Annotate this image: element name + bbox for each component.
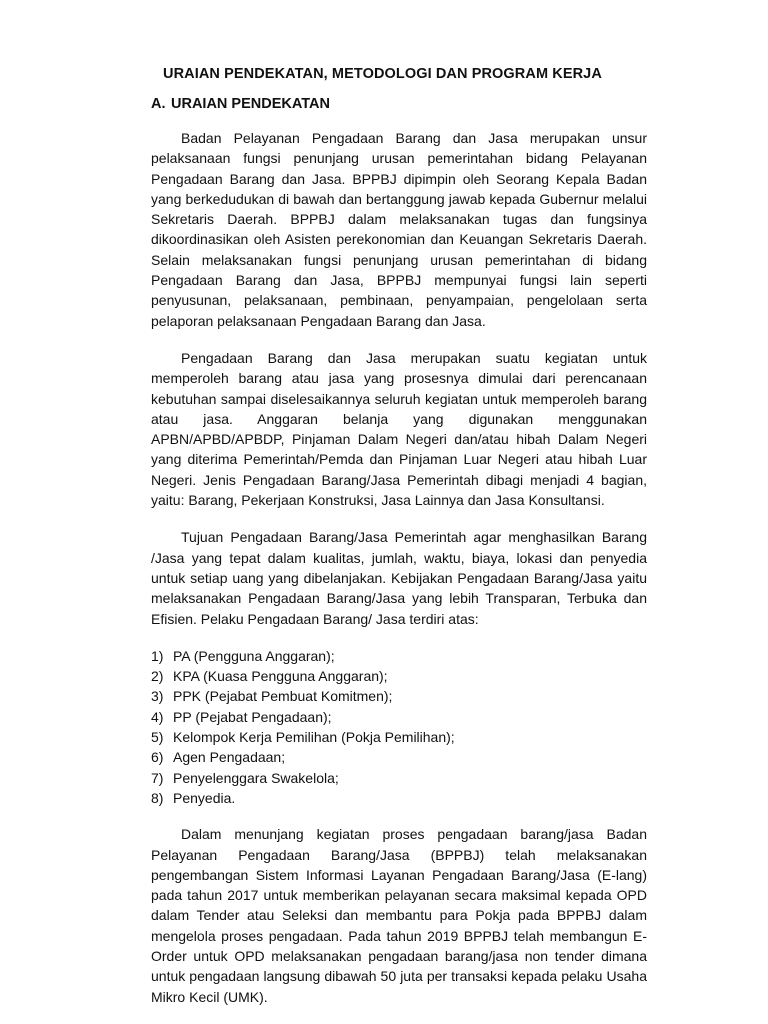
list-item — [151, 747, 647, 767]
list-item-number: 2) — [151, 668, 164, 685]
list-item-text: Kelompok Kerja Pemilihan (Pokja Pemilihan); — [173, 729, 455, 746]
list-item — [151, 788, 647, 808]
list-item — [151, 646, 647, 666]
list-item — [151, 768, 647, 788]
list-item-text: KPA (Kuasa Pengguna Anggaran); — [173, 668, 388, 685]
list-item-number: 4) — [151, 708, 164, 725]
list-item-number: 7) — [151, 769, 164, 786]
list-item-number: 8) — [151, 789, 164, 806]
list-item-text: Penyedia. — [173, 789, 236, 806]
list-item-number: 6) — [151, 749, 164, 766]
list-item — [151, 666, 647, 686]
list-item-text: PA (Pengguna Anggaran); — [173, 647, 335, 664]
list-item-number: 5) — [151, 729, 164, 746]
list-item-text: PPK (Pejabat Pembuat Komitmen); — [173, 688, 393, 705]
paragraph-2: Pengadaan Barang dan Jasa merupakan suatu kegiatan untuk memperoleh barang atau jasa yang prosesnya dimulai dari perencanaan kebutuhan sampai diselesaikannya seluruh kegiatan untuk memperoleh barang atau jasa. Anggaran belanja yang digunakan menggunakan APBN/APBD/APBDP, Pinjaman Dalam Negeri dan/atau hibah Dalam Negeri yang diterima Pemerintah/Pemda dan Pinjaman Luar Negeri atau hibah Luar Negeri. Jenis Pengadaan Barang/Jasa Pemerintah dibagi menjadi 4 bagian, yaitu: Barang, Pekerjaan Konstruksi, Jasa Lainnya dan Jasa Konsultansi. — [151, 349, 647, 509]
paragraph-4: Dalam menunjang kegiatan proses pengadaan barang/jasa Badan Pelayanan Pengadaan Barang/Jasa (BPPBJ) telah melaksanakan pengembangan Sistem Informasi Layanan Pengadaan Barang/Jasa (E-lang) pada tahun 2017 untuk memberikan pelayanan secara maksimal kepada OPD dalam Tender atau Seleksi dan membantu para Pokja pada BPPBJ dalam mengelola proses pengadaan. Pada tahun 2019 BPPBJ telah membangun E-Order untuk OPD melaksanakan pengadaan barang/jasa non tender dimana untuk pengadaan langsung dibawah 50 juta per transaksi kepada pelaku Usaha Mikro Kecil (UMK). — [151, 826, 647, 1005]
list-item-number: 1) — [151, 647, 164, 664]
paragraph-1: Badan Pelayanan Pengadaan Barang dan Jasa merupakan unsur pelaksanaan fungsi penunjang urusan pemerintahan bidang Pelayanan Pengadaan Barang dan Jasa. BPPBJ dipimpin oleh Seorang Kepala Badan yang berkedudukan di bawah dan bertanggung jawab kepada Gubernur melalui Sekretaris Daerah. BPPBJ dalam melaksanakan tugas dan fungsinya dikoordinasikan oleh Asisten perekonomian dan Keuangan Sekretaris Daerah. Selain melaksanakan fungsi penunjang urusan pemerintahan di bidang Pengadaan Barang dan Jasa, BPPBJ mempunyai fungsi lain seperti penyusunan, pelaksanaan, pembinaan, penyampaian, pengelolaan serta pelaporan pelaksanaan Pengadaan Barang dan Jasa. — [151, 130, 647, 329]
actors-list — [151, 646, 647, 808]
list-item-text: Agen Pengadaan; — [173, 749, 286, 766]
list-item-text: Penyelenggara Swakelola; — [173, 769, 339, 786]
document-title: URAIAN PENDEKATAN, METODOLOGI DAN PROGRAM KERJA — [163, 66, 602, 82]
list-item — [151, 686, 647, 706]
list-item — [151, 707, 647, 727]
section-title: URAIAN PENDEKATAN — [171, 96, 330, 112]
section-number: A. — [151, 96, 166, 112]
document-body — [151, 128, 647, 1024]
paragraph-3: Tujuan Pengadaan Barang/Jasa Pemerintah agar menghasilkan Barang /Jasa yang tepat dalam kualitas, jumlah, waktu, biaya, lokasi dan penyedia untuk setiap uang yang dibelanjakan. Kebijakan Pengadaan Barang/Jasa yaitu melaksanakan Pengadaan Barang/Jasa yang lebih Transparan, Terbuka dan Efisien. Pelaku Pengadaan Barang/ Jasa terdiri atas: — [151, 529, 647, 627]
list-item-number: 3) — [151, 688, 164, 705]
list-item-text: PP (Pejabat Pengadaan); — [173, 708, 332, 725]
section-heading — [151, 96, 330, 112]
list-item — [151, 727, 647, 747]
